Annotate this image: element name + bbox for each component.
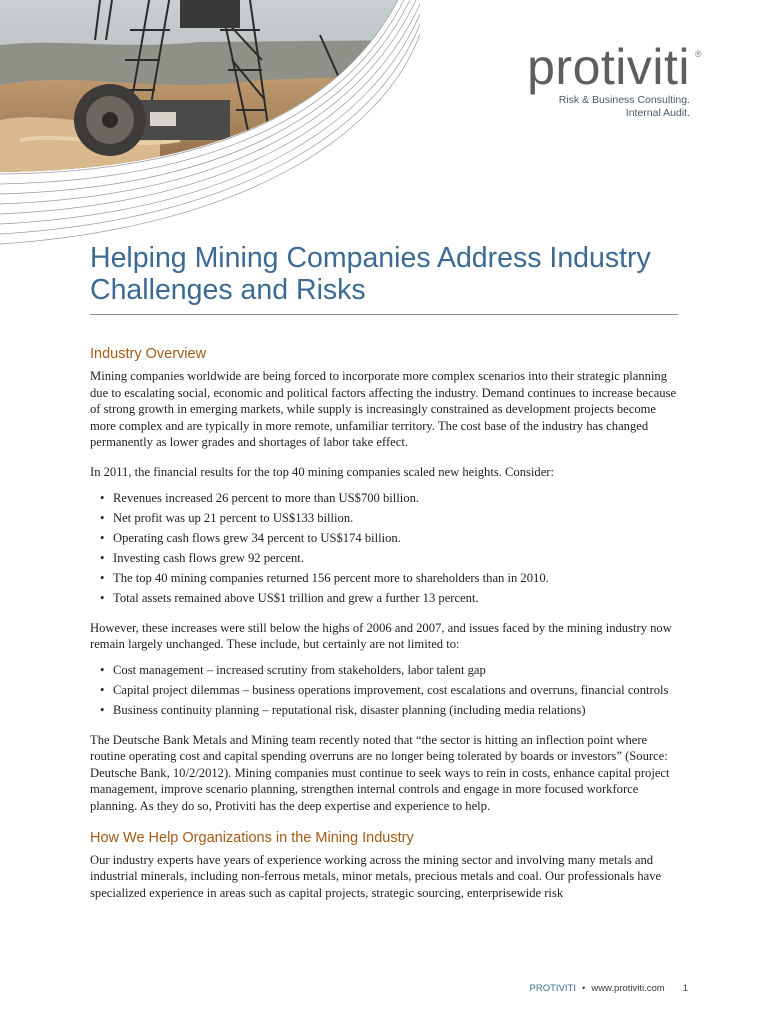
paragraph: In 2011, the financial results for the top 40 mining companies scaled new heights. Consider: — [90, 464, 555, 479]
paragraph: However, these increases were still below the highs of 2006 and 2007, and issues faced by the mining industry now remain largely unchanged. These include, but certainly are not limited to: — [90, 620, 672, 652]
page-number: 1 — [682, 983, 688, 994]
list-item: • The top 40 mining companies returned 156 percent more to shareholders than in 2010. — [90, 570, 680, 587]
logo-tagline-line-2: Internal Audit. — [625, 107, 690, 119]
list-item: • Revenues increased 26 percent to more than US$700 billion. — [90, 490, 680, 507]
protiviti-logo — [527, 39, 702, 120]
logo-registered-mark: ® — [694, 49, 702, 59]
paragraph: Our industry experts have years of experience working across the mining sector and involving many metals and industrial minerals, including non-ferrous metals, minor metals, precious metals and coal. Our professionals have specialized experience in areas such as capital projects, strategic sourcing, enterprisewide risk — [90, 852, 662, 900]
mining-excavator-photo — [0, 0, 420, 250]
paragraph: The Deutsche Bank Metals and Mining team recently noted that “the sector is hitting an inflection point where routine operating cost and capital spending overruns are no longer being tolerated by boards or investors” (Source: Deutsche Bank, 10/2/2012). Mining companies must continue to seek ways to rein in costs, enhance capital project management, improve scenario planning, strengthen internal controls and engage in more focused workforce planning. As they do so, Protiviti has the deep expertise and experience to help. — [90, 732, 670, 813]
logo-tagline-line-1: Risk & Business Consulting. — [558, 94, 690, 106]
list-item: • Cost management – increased scrutiny from stakeholders, labor talent gap — [90, 662, 680, 679]
section-heading-how-we-help: How We Help Organizations in the Mining Industry — [90, 829, 414, 846]
industry-issues-list — [90, 662, 680, 719]
logo-wordmark — [527, 39, 702, 95]
list-item: • Business continuity planning – reputational risk, disaster planning (including media relations) — [90, 702, 680, 719]
list-item: • Capital project dilemmas – business operations improvement, cost escalations and overruns, financial controls — [90, 682, 680, 699]
footer-brand: PROTIVITI — [529, 983, 576, 994]
main-content — [90, 344, 680, 914]
footer-separator: • — [582, 983, 586, 994]
list-item: • Investing cash flows grew 92 percent. — [90, 550, 680, 567]
list-item: • Operating cash flows grew 34 percent to US$174 billion. — [90, 530, 680, 547]
logo-name: protiviti — [527, 39, 690, 95]
paragraph: Mining companies worldwide are being forced to incorporate more complex scenarios into their strategic planning due to escalating social, economic and political factors affecting the industry. Demand continues to increase because of strong growth in emerging markets, while supply is increasingly constrained as development projects become more complex and are typically in more remote, unfamiliar territory. The cost base of the industry has changed permanently as lower grades and shortages of labor take effect. — [90, 369, 677, 450]
logo-tagline — [527, 94, 690, 120]
list-item: • Total assets remained above US$1 trillion and grew a further 13 percent. — [90, 590, 680, 607]
page-footer — [530, 983, 688, 994]
section-heading-industry-overview: Industry Overview — [90, 346, 207, 362]
title-divider — [90, 314, 678, 315]
page-title: Helping Mining Companies Address Industry Challenges and Risks — [90, 242, 651, 306]
financial-results-list — [90, 490, 680, 607]
footer-url: www.protiviti.com — [591, 983, 665, 994]
list-item: • Net profit was up 21 percent to US$133 billion. — [90, 510, 680, 527]
